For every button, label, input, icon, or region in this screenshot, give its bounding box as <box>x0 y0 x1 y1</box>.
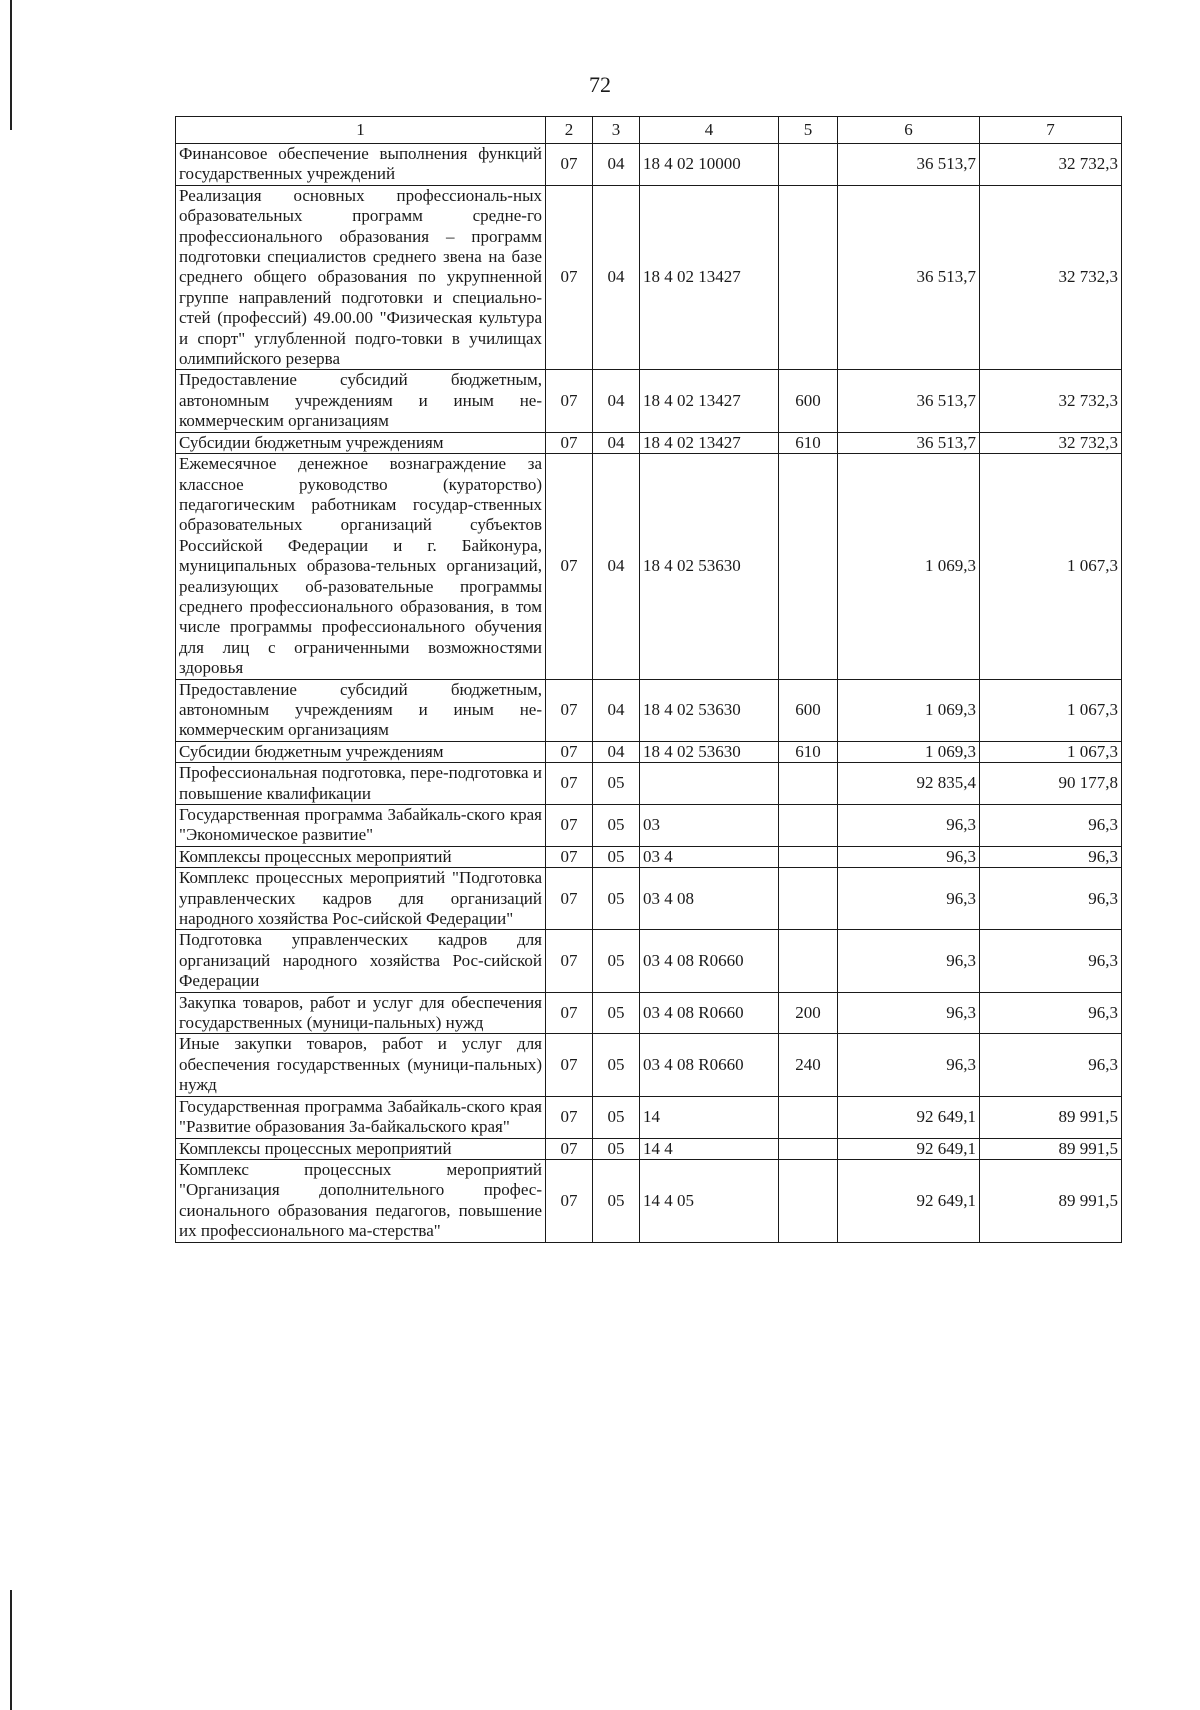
amount-col6-cell: 36 513,7 <box>838 370 980 432</box>
table-row <box>176 185 1122 370</box>
name-cell: Ежемесячное денежное вознаграждение за классное руководство (кураторство) педагогическим работникам государ-ственных образовательных организаций субъектов Российской Федерации и г. Байконура, муниципальных образова-тельных организаций, реализующих об-разовательные программы среднего профессионального образования, в том числе программы профессионального обучения для лиц с ограниченными возможностями здоровья <box>176 454 546 679</box>
section-cell: 07 <box>546 741 593 762</box>
expense-type-cell <box>779 185 838 370</box>
expense-type-cell: 610 <box>779 432 838 453</box>
subsection-cell: 05 <box>593 1034 640 1096</box>
table-row <box>176 741 1122 762</box>
subsection-cell: 04 <box>593 432 640 453</box>
expense-type-cell <box>779 1138 838 1159</box>
amount-col7-cell: 32 732,3 <box>980 370 1122 432</box>
amount-col7-cell: 96,3 <box>980 992 1122 1034</box>
subsection-cell: 05 <box>593 992 640 1034</box>
amount-col6-cell: 92 649,1 <box>838 1096 980 1138</box>
target-article-cell: 18 4 02 53630 <box>640 679 779 741</box>
amount-col6-cell: 96,3 <box>838 805 980 847</box>
target-article-cell: 18 4 02 53630 <box>640 741 779 762</box>
section-cell: 07 <box>546 370 593 432</box>
target-article-cell: 03 4 08 <box>640 868 779 930</box>
subsection-cell: 04 <box>593 144 640 186</box>
table-row <box>176 1034 1122 1096</box>
amount-col6-cell: 96,3 <box>838 930 980 992</box>
amount-col6-cell: 96,3 <box>838 1034 980 1096</box>
table-row <box>176 679 1122 741</box>
section-cell: 07 <box>546 805 593 847</box>
subsection-cell: 05 <box>593 930 640 992</box>
section-cell: 07 <box>546 185 593 370</box>
table-row <box>176 1096 1122 1138</box>
section-cell: 07 <box>546 930 593 992</box>
budget-table <box>175 116 1122 1243</box>
name-cell: Реализация основных профессиональ-ных образовательных программ средне-го профессионального образования – программ подготовки специалистов среднего звена на базе среднего общего образования по укрупненной группе направлений подготовки и специально-стей (профессий) 49.00.00 "Физическая культура и спорт" углубленной подго-товки в училищах олимпийского резерва <box>176 185 546 370</box>
target-article-cell: 18 4 02 13427 <box>640 185 779 370</box>
amount-col6-cell: 1 069,3 <box>838 679 980 741</box>
expense-type-cell <box>779 805 838 847</box>
expense-type-cell <box>779 1096 838 1138</box>
subsection-cell: 05 <box>593 1138 640 1159</box>
target-article-cell: 14 4 <box>640 1138 779 1159</box>
amount-col6-cell: 36 513,7 <box>838 432 980 453</box>
target-article-cell: 18 4 02 53630 <box>640 454 779 679</box>
amount-col7-cell: 90 177,8 <box>980 763 1122 805</box>
section-cell: 07 <box>546 679 593 741</box>
subsection-cell: 05 <box>593 1159 640 1242</box>
page-number: 72 <box>589 72 611 97</box>
amount-col6-cell: 92 835,4 <box>838 763 980 805</box>
table-row <box>176 1159 1122 1242</box>
name-cell: Комплексы процессных мероприятий <box>176 1138 546 1159</box>
target-article-cell: 14 <box>640 1096 779 1138</box>
table-row <box>176 805 1122 847</box>
amount-col7-cell: 96,3 <box>980 1034 1122 1096</box>
target-article-cell: 03 4 08 R0660 <box>640 930 779 992</box>
table-row <box>176 846 1122 867</box>
table-row <box>176 868 1122 930</box>
section-cell: 07 <box>546 763 593 805</box>
amount-col7-cell: 89 991,5 <box>980 1096 1122 1138</box>
header-cell: 3 <box>593 117 640 144</box>
header-cell: 4 <box>640 117 779 144</box>
section-cell: 07 <box>546 144 593 186</box>
section-cell: 07 <box>546 432 593 453</box>
target-article-cell: 03 4 <box>640 846 779 867</box>
subsection-cell: 05 <box>593 805 640 847</box>
amount-col7-cell: 96,3 <box>980 805 1122 847</box>
table-row <box>176 370 1122 432</box>
amount-col6-cell: 96,3 <box>838 846 980 867</box>
name-cell: Профессиональная подготовка, пере-подготовка и повышение квалификации <box>176 763 546 805</box>
amount-col7-cell: 96,3 <box>980 846 1122 867</box>
table-row <box>176 454 1122 679</box>
subsection-cell: 04 <box>593 185 640 370</box>
target-article-cell: 14 4 05 <box>640 1159 779 1242</box>
section-cell: 07 <box>546 868 593 930</box>
subsection-cell: 05 <box>593 846 640 867</box>
target-article-cell: 03 4 08 R0660 <box>640 992 779 1034</box>
section-cell: 07 <box>546 992 593 1034</box>
expense-type-cell: 600 <box>779 370 838 432</box>
name-cell: Закупка товаров, работ и услуг для обеспечения государственных (муници-пальных) нужд <box>176 992 546 1034</box>
amount-col7-cell: 32 732,3 <box>980 185 1122 370</box>
expense-type-cell <box>779 1159 838 1242</box>
target-article-cell: 18 4 02 13427 <box>640 370 779 432</box>
subsection-cell: 04 <box>593 454 640 679</box>
expense-type-cell <box>779 454 838 679</box>
name-cell: Субсидии бюджетным учреждениям <box>176 432 546 453</box>
target-article-cell: 03 4 08 R0660 <box>640 1034 779 1096</box>
amount-col6-cell: 36 513,7 <box>838 144 980 186</box>
expense-type-cell <box>779 868 838 930</box>
name-cell: Финансовое обеспечение выполнения функций государственных учреждений <box>176 144 546 186</box>
section-cell: 07 <box>546 1138 593 1159</box>
amount-col7-cell: 89 991,5 <box>980 1159 1122 1242</box>
table-row <box>176 992 1122 1034</box>
name-cell: Подготовка управленческих кадров для организаций народного хозяйства Рос-сийской Федерации <box>176 930 546 992</box>
subsection-cell: 04 <box>593 679 640 741</box>
header-cell: 2 <box>546 117 593 144</box>
amount-col7-cell: 89 991,5 <box>980 1138 1122 1159</box>
table-body <box>176 144 1122 1243</box>
scan-edge-mark <box>10 0 12 130</box>
expense-type-cell: 600 <box>779 679 838 741</box>
section-cell: 07 <box>546 1096 593 1138</box>
name-cell: Иные закупки товаров, работ и услуг для обеспечения государственных (муници-пальных) нужд <box>176 1034 546 1096</box>
subsection-cell: 05 <box>593 763 640 805</box>
target-article-cell: 18 4 02 10000 <box>640 144 779 186</box>
amount-col6-cell: 1 069,3 <box>838 454 980 679</box>
section-cell: 07 <box>546 454 593 679</box>
amount-col7-cell: 96,3 <box>980 930 1122 992</box>
name-cell: Комплексы процессных мероприятий <box>176 846 546 867</box>
expense-type-cell <box>779 763 838 805</box>
name-cell: Предоставление субсидий бюджетным, автономным учреждениям и иным не-коммерческим организациям <box>176 370 546 432</box>
amount-col7-cell: 1 067,3 <box>980 679 1122 741</box>
expense-type-cell: 240 <box>779 1034 838 1096</box>
amount-col7-cell: 32 732,3 <box>980 432 1122 453</box>
name-cell: Предоставление субсидий бюджетным, автономным учреждениям и иным не-коммерческим организациям <box>176 679 546 741</box>
name-cell: Государственная программа Забайкаль-ского края "Экономическое развитие" <box>176 805 546 847</box>
target-article-cell: 03 <box>640 805 779 847</box>
name-cell: Комплекс процессных мероприятий "Организация дополнительного профес-сионального образования педагогов, повышение их профессионального ма-стерства" <box>176 1159 546 1242</box>
table-header <box>176 117 1122 144</box>
table-row <box>176 930 1122 992</box>
amount-col7-cell: 32 732,3 <box>980 144 1122 186</box>
amount-col6-cell: 96,3 <box>838 868 980 930</box>
expense-type-cell <box>779 144 838 186</box>
amount-col6-cell: 92 649,1 <box>838 1138 980 1159</box>
amount-col7-cell: 1 067,3 <box>980 454 1122 679</box>
table-row <box>176 144 1122 186</box>
table-row <box>176 1138 1122 1159</box>
amount-col6-cell: 96,3 <box>838 992 980 1034</box>
header-cell: 6 <box>838 117 980 144</box>
expense-type-cell: 610 <box>779 741 838 762</box>
target-article-cell <box>640 763 779 805</box>
header-cell: 1 <box>176 117 546 144</box>
target-article-cell: 18 4 02 13427 <box>640 432 779 453</box>
subsection-cell: 04 <box>593 370 640 432</box>
name-cell: Государственная программа Забайкаль-ского края "Развитие образования За-байкальского края" <box>176 1096 546 1138</box>
amount-col7-cell: 1 067,3 <box>980 741 1122 762</box>
subsection-cell: 04 <box>593 741 640 762</box>
name-cell: Комплекс процессных мероприятий "Подготовка управленческих кадров для организаций народного хозяйства Рос-сийской Федерации" <box>176 868 546 930</box>
expense-type-cell: 200 <box>779 992 838 1034</box>
amount-col6-cell: 1 069,3 <box>838 741 980 762</box>
section-cell: 07 <box>546 1034 593 1096</box>
name-cell: Субсидии бюджетным учреждениям <box>176 741 546 762</box>
subsection-cell: 05 <box>593 868 640 930</box>
section-cell: 07 <box>546 846 593 867</box>
scan-edge-mark <box>10 1590 12 1710</box>
amount-col6-cell: 92 649,1 <box>838 1159 980 1242</box>
expense-type-cell <box>779 930 838 992</box>
header-cell: 7 <box>980 117 1122 144</box>
amount-col6-cell: 36 513,7 <box>838 185 980 370</box>
subsection-cell: 05 <box>593 1096 640 1138</box>
amount-col7-cell: 96,3 <box>980 868 1122 930</box>
table-row <box>176 432 1122 453</box>
table-row <box>176 763 1122 805</box>
section-cell: 07 <box>546 1159 593 1242</box>
header-row <box>176 117 1122 144</box>
header-cell: 5 <box>779 117 838 144</box>
expense-type-cell <box>779 846 838 867</box>
